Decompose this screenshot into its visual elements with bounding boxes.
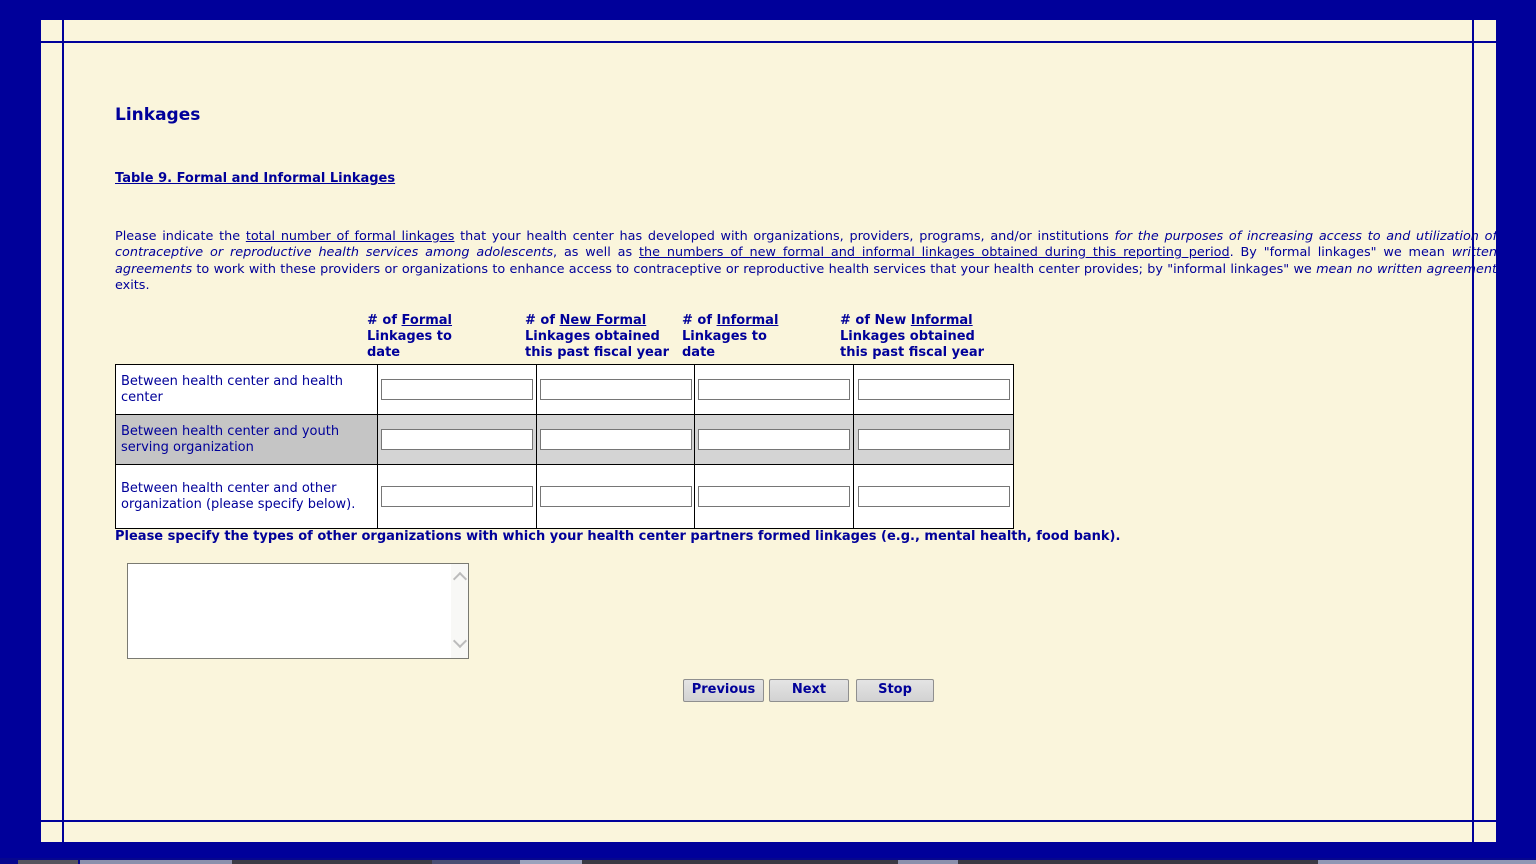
intro-italic-phrase: mean no written agreement: [1316, 261, 1497, 277]
specify-other-textarea[interactable]: [128, 564, 451, 658]
informal-to-date-input[interactable]: [698, 429, 850, 450]
column-header-informal-to-date: # of Informal Linkages to date: [682, 313, 779, 360]
frame-rule-left: [62, 20, 64, 842]
table-column-headers: [115, 310, 997, 363]
chevron-up-icon: [453, 572, 467, 586]
intro-text: Please indicate the: [115, 229, 246, 244]
column-header-new-formal: # of New Formal Linkages obtained this past fiscal year: [525, 313, 670, 360]
new-informal-input[interactable]: [858, 379, 1010, 400]
new-formal-input[interactable]: [540, 379, 692, 400]
textarea-scrollbar[interactable]: [451, 564, 468, 658]
taskbar-edge-segment: [1318, 860, 1536, 864]
formal-to-date-input[interactable]: [381, 486, 533, 507]
intro-text: exits.: [115, 277, 150, 293]
formal-to-date-input[interactable]: [381, 379, 533, 400]
taskbar-edge-segment: [80, 860, 232, 864]
table-caption: Table 9. Formal and Informal Linkages: [115, 171, 396, 186]
intro-text: , as well as: [553, 245, 639, 261]
row-label-other-org: Between health center and other organization (please specify below).: [116, 465, 378, 529]
chevron-down-icon: [453, 634, 467, 648]
taskbar-edge-segment: [18, 860, 78, 864]
intro-paragraph: [115, 229, 1497, 294]
taskbar-edge-segment: [898, 860, 958, 864]
intro-text: . By "formal linkages" we mean: [1229, 245, 1452, 261]
taskbar-edge-segment: [582, 860, 898, 864]
table-row: [116, 365, 1014, 415]
informal-to-date-input[interactable]: [698, 486, 850, 507]
linkages-table: [115, 364, 1014, 529]
column-header-spacer: [115, 361, 365, 363]
informal-to-date-input[interactable]: [698, 379, 850, 400]
intro-italic-phrase: for the purposes of increasing access to and utilization of contraceptive or reproductive health services among adolescents: [115, 229, 1497, 261]
table-row: [116, 465, 1014, 529]
table-row: [116, 415, 1014, 465]
scroll-down-button[interactable]: [451, 634, 468, 654]
intro-italic-phrase: written agreements: [115, 245, 1498, 277]
page-frame: [41, 20, 1496, 842]
taskbar-edge-segment: [958, 860, 1318, 864]
row-label-youth-serving-org: Between health center and youth serving organization: [116, 415, 378, 465]
form-content: [104, 62, 1514, 840]
intro-underlined-phrase: total number of formal linkages: [245, 229, 455, 244]
new-formal-input[interactable]: [540, 429, 692, 450]
previous-button[interactable]: Previous: [683, 679, 764, 702]
taskbar-edge: [0, 858, 1536, 864]
column-header-new-informal: # of New Informal Linkages obtained this past fiscal year: [840, 313, 985, 360]
intro-underlined-phrase: the numbers of new formal and informal linkages obtained during this reporting period: [639, 245, 1230, 261]
new-formal-input[interactable]: [540, 486, 692, 507]
taskbar-edge-segment: [232, 860, 432, 864]
next-button[interactable]: Next: [769, 679, 849, 702]
column-header-formal-to-date: # of Formal Linkages to date: [367, 313, 453, 360]
intro-text: to work with these providers or organizations to enhance access to contraceptive or reproductive health services that your health center provides; by "informal linkages" we: [192, 261, 1317, 277]
frame-rule-top: [41, 41, 1496, 43]
specify-other-field: [127, 563, 469, 659]
row-label-health-center: Between health center and health center: [116, 365, 378, 415]
stop-button[interactable]: Stop: [856, 679, 934, 702]
formal-to-date-input[interactable]: [381, 429, 533, 450]
taskbar-edge-segment: [520, 860, 582, 864]
page-title: Linkages: [115, 105, 201, 125]
intro-text: that your health center has developed with organizations, providers, programs, and/or institutions: [454, 229, 1115, 244]
specify-other-label: Please specify the types of other organizations with which your health center partners formed linkages (e.g., mental health, food bank).: [115, 529, 1121, 544]
new-informal-input[interactable]: [858, 486, 1010, 507]
scroll-up-button[interactable]: [451, 568, 468, 588]
taskbar-edge-segment: [432, 860, 520, 864]
new-informal-input[interactable]: [858, 429, 1010, 450]
